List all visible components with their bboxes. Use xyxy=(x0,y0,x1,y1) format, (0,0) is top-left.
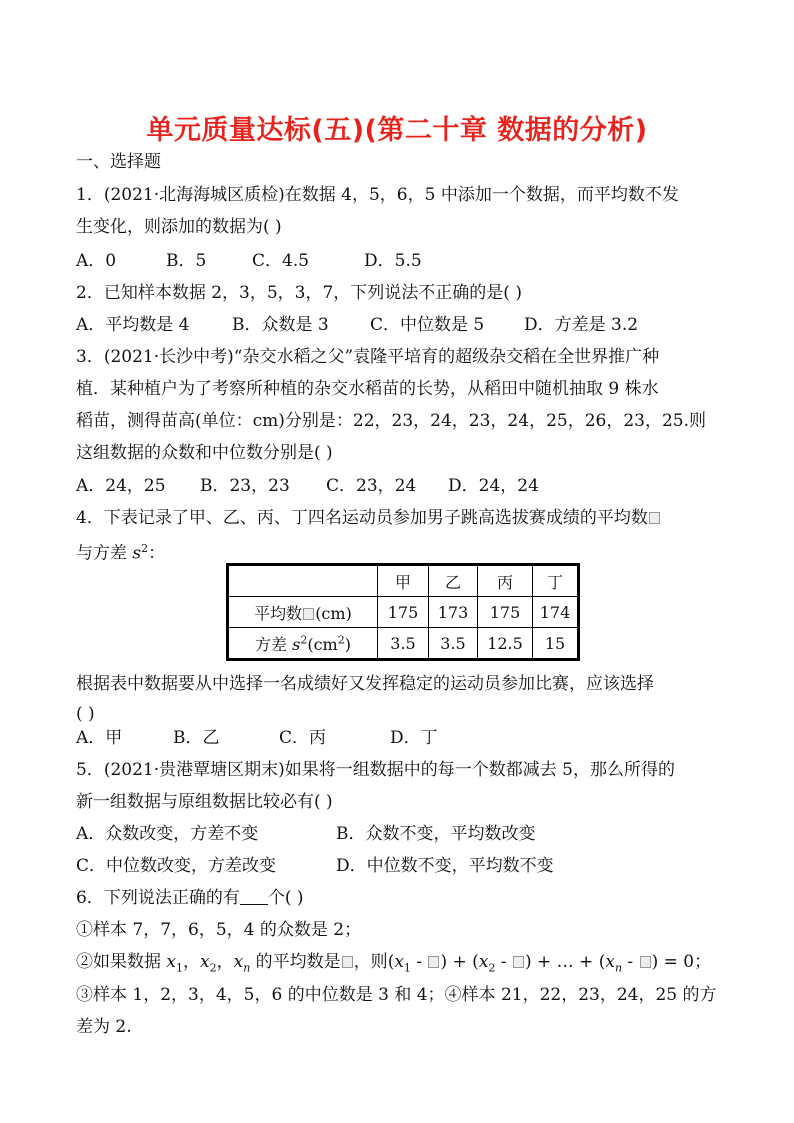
table-cell xyxy=(228,565,378,597)
table-row xyxy=(228,597,579,628)
q3-text-line3: 稻苗，测得苗高(单位：cm)分别是：22，23，24，23，24，25，26，23，25.则 xyxy=(76,411,706,431)
option-d[interactable]: D．5.5 xyxy=(364,251,422,271)
q1-text-line2: 生变化，则添加的数据为( ) xyxy=(76,217,282,237)
table-cell: 175 xyxy=(478,597,533,628)
q6-statement-2: ②如果数据 $x_1$，$x_2$，$x_n$ 的平均数是 ，则($x_1$ - ) + ($x_2$ - ) + … + ($x_n$ - ) = 0； xyxy=(76,952,712,975)
option-b[interactable]: B．5 xyxy=(166,251,207,271)
option-b[interactable]: B．23，23 xyxy=(200,476,290,496)
option-a[interactable]: A．甲 xyxy=(76,728,123,748)
q4-text-line2: 与方差 $s^2$： xyxy=(76,542,166,564)
q5-options-row2 xyxy=(76,855,554,877)
q3-text-line4: 这组数据的众数和中位数分别是( ) xyxy=(76,443,333,463)
option-b[interactable]: B．众数不变，平均数改变 xyxy=(336,824,536,844)
option-b[interactable]: B．众数是 3 xyxy=(232,315,329,335)
row-label: 平均数 (cm) xyxy=(228,597,378,628)
table-cell: 15 xyxy=(533,628,579,660)
option-a[interactable]: A．众数改变，方差不变 xyxy=(76,824,259,844)
table-cell: 174 xyxy=(533,597,579,628)
option-d[interactable]: D．丁 xyxy=(390,728,438,748)
option-a[interactable]: A．0 xyxy=(76,251,117,271)
table-cell: 175 xyxy=(378,597,429,628)
missing-glyph-icon xyxy=(303,608,314,620)
missing-glyph-icon xyxy=(342,956,353,968)
option-b[interactable]: B．乙 xyxy=(173,728,220,748)
option-c[interactable]: C．4.5 xyxy=(252,251,310,271)
option-c[interactable]: C．中位数改变，方差改变 xyxy=(76,856,277,876)
q6-text-line1: 6．下列说法正确的有 个( ) xyxy=(76,888,304,908)
page-title: 单元质量达标(五)(第二十章 数据的分析) xyxy=(146,115,648,146)
missing-glyph-icon xyxy=(428,956,439,968)
q3-options xyxy=(76,475,539,497)
option-d[interactable]: D．方差是 3.2 xyxy=(524,315,639,335)
q3-text-line1: 3．(2021·长沙中考)“杂交水稻之父”袁隆平培育的超级杂交稻在全世界推广种 xyxy=(76,347,660,367)
q3-text-line2: 植．某种植户为了考察所种植的杂交水稻苗的长势，从稻田中随机抽取 9 株水 xyxy=(76,379,659,399)
option-d[interactable]: D．24，24 xyxy=(448,476,539,496)
q2-text-line1: 2．已知样本数据 2，3，5，3，7，下列说法不正确的是( ) xyxy=(76,283,522,303)
answer-blank[interactable] xyxy=(240,888,268,905)
table-row xyxy=(228,628,579,660)
section-heading: 一、选择题 xyxy=(76,152,161,172)
option-d[interactable]: D．中位数不变，平均数不变 xyxy=(336,856,554,876)
missing-glyph-icon xyxy=(640,956,651,968)
table-header-cell: 乙 xyxy=(429,565,478,597)
q5-options-row1 xyxy=(76,823,536,845)
q2-options xyxy=(76,314,638,336)
option-c[interactable]: C．23，24 xyxy=(326,476,417,496)
q5-text-line1: 5．(2021·贵港覃塘区期末)如果将一组数据中的每一个数都减去 5，那么所得的 xyxy=(76,760,675,780)
q4-text-line3: 根据表中数据要从中选择一名成绩好又发挥稳定的运动员参加比赛，应该选择 xyxy=(76,674,654,694)
table-cell: 12.5 xyxy=(478,628,533,660)
q1-text-line1: 1．(2021·北海海城区质检)在数据 4，5，6，5 中添加一个数据，而平均数不发 xyxy=(76,185,679,205)
q6-statement-4: 差为 2. xyxy=(76,1017,132,1037)
q4-text-line1: 4．下表记录了甲、乙、丙、丁四名运动员参加男子跳高选拔赛成绩的平均数 xyxy=(76,507,661,529)
option-c[interactable]: C．丙 xyxy=(279,728,327,748)
table-header-cell: 丙 xyxy=(478,565,533,597)
option-a[interactable]: A．24，25 xyxy=(76,476,166,496)
missing-glyph-icon xyxy=(513,956,524,968)
q4-options xyxy=(76,727,438,749)
stats-table xyxy=(226,563,580,661)
q5-text-line2: 新一组数据与原组数据比较必有( ) xyxy=(76,792,333,812)
table-header-cell: 丁 xyxy=(533,565,579,597)
table-header-row xyxy=(228,565,579,597)
missing-glyph-icon xyxy=(649,512,660,524)
option-c[interactable]: C．中位数是 5 xyxy=(370,315,485,335)
option-a[interactable]: A．平均数是 4 xyxy=(76,315,190,335)
table-cell: 173 xyxy=(429,597,478,628)
table-header-cell: 甲 xyxy=(378,565,429,597)
row-label: 方差 $s^2(cm^2)$ xyxy=(228,628,378,660)
q6-statement-1: ①样本 7，7，6，5，4 的众数是 2； xyxy=(76,920,362,940)
table-cell: 3.5 xyxy=(429,628,478,660)
q6-statement-3: ③样本 1，2，3，4，5，6 的中位数是 3 和 4；④样本 21，22，23，24，25 的方 xyxy=(76,985,717,1005)
table-cell: 3.5 xyxy=(378,628,429,660)
q1-options xyxy=(76,250,422,272)
q4-text-line4: ( ) xyxy=(76,704,95,724)
